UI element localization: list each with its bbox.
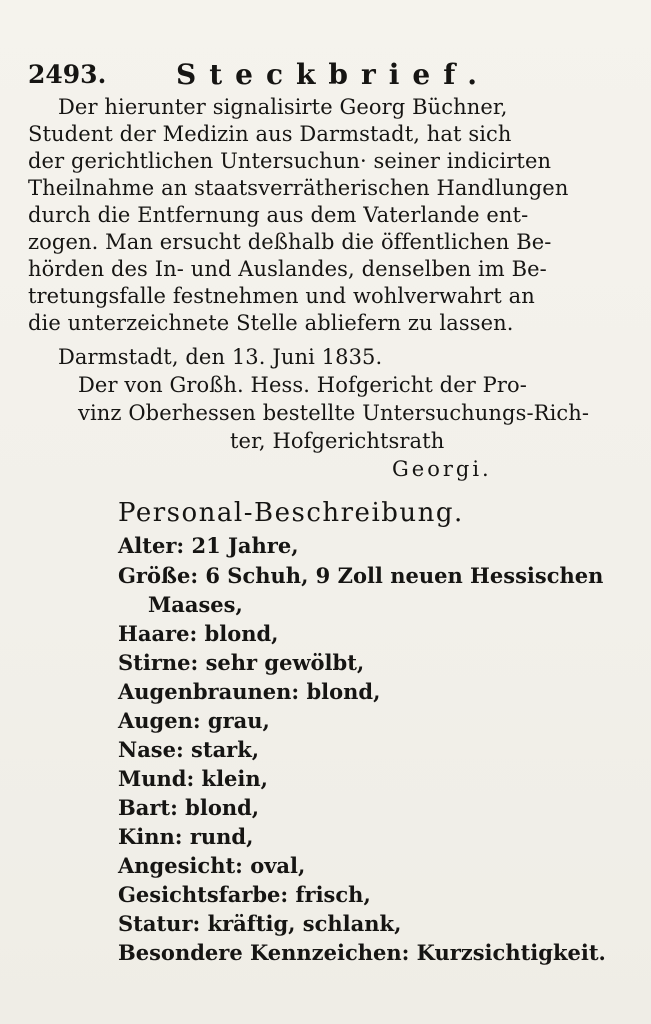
signatory-line: vinz Oberhessen bestellte Untersuchungs-Rich- [78, 401, 590, 425]
description-item: Augen: grau, [118, 708, 270, 733]
description-item-continuation: Maases, [148, 592, 243, 617]
description-item: Mund: klein, [118, 766, 268, 791]
description-item: Stirne: sehr gewölbt, [118, 650, 365, 675]
notice-line: tretungsfalle festnehmen und wohlverwahrt an [28, 284, 535, 308]
description-item: Augenbraunen: blond, [118, 679, 381, 704]
notice-line: der gerichtlichen Untersuchun· seiner indicirten [28, 149, 552, 173]
notice-line: Der hierunter signalisirte Georg Büchner, [58, 95, 508, 119]
signature-name: Georgi. [392, 457, 492, 481]
description-item: Alter: 21 Jahre, [118, 533, 299, 558]
notice-line: zogen. Man ersucht deßhalb die öffentlichen Be- [28, 230, 552, 254]
notice-title: Steckbrief. [176, 58, 490, 91]
description-item: Statur: kräftig, schlank, [118, 911, 402, 936]
notice-line: hörden des In- und Auslandes, denselben im Be- [28, 257, 547, 281]
description-item: Gesichtsfarbe: frisch, [118, 882, 371, 907]
description-item: Kinn: rund, [118, 824, 254, 849]
signatory-line: ter, Hofgerichtsrath [230, 429, 445, 453]
description-item: Besondere Kennzeichen: Kurzsichtigkeit. [118, 940, 606, 965]
description-item: Angesicht: oval, [118, 853, 306, 878]
description-item: Bart: blond, [118, 795, 260, 820]
notice-line: durch die Entfernung aus dem Vaterlande ent- [28, 203, 529, 227]
notice-line: die unterzeichnete Stelle abliefern zu lassen. [28, 311, 514, 335]
notice-line: Theilnahme an staatsverrätherischen Handlungen [28, 176, 569, 200]
description-item: Größe: 6 Schuh, 9 Zoll neuen Hessischen [118, 563, 604, 588]
notice-number: 2493. [28, 60, 107, 89]
signatory-line: Der von Großh. Hess. Hofgericht der Pro- [78, 373, 527, 397]
place-date: Darmstadt, den 13. Juni 1835. [58, 345, 383, 369]
notice-line: Student der Medizin aus Darmstadt, hat sich [28, 122, 512, 146]
description-heading: Personal-Beschreibung. [118, 498, 464, 528]
notice-headline [28, 60, 618, 90]
description-item: Haare: blond, [118, 621, 279, 646]
description-item: Nase: stark, [118, 737, 260, 762]
